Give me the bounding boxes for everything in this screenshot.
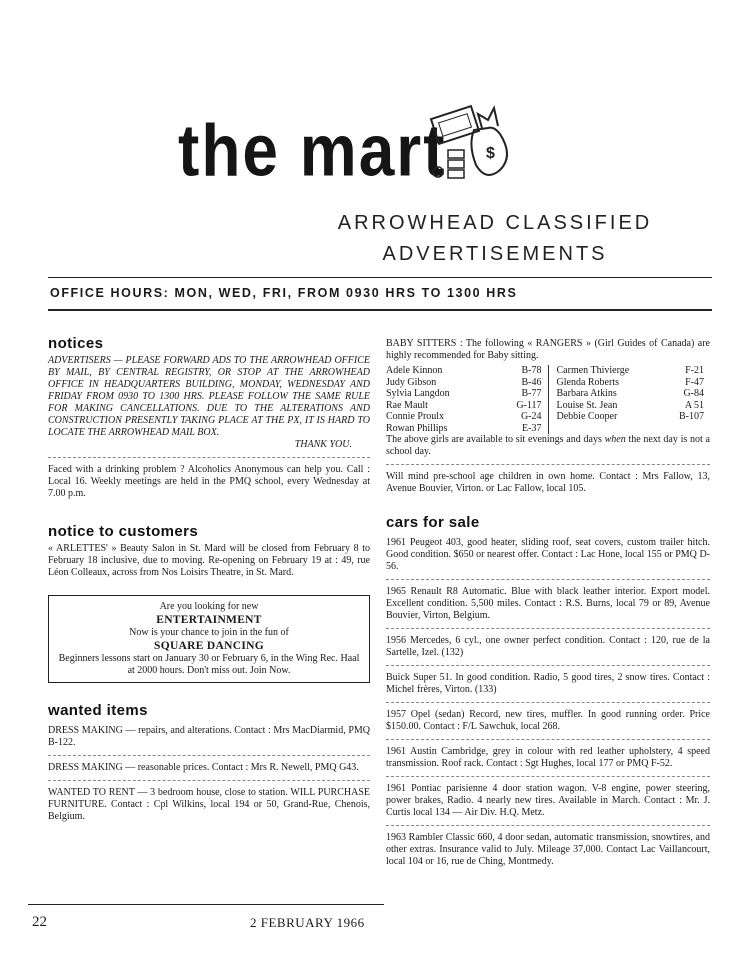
table-row [386,400,548,412]
car-ad: 1961 Peugeot 403, good heater, sliding roof, seat covers, custom trailer hitch. Good condition. $650 or nearest offer. Contact : Lac Hone, local 155 or PMQ D-56. [386,537,710,572]
table-row [557,377,711,389]
left-column [48,335,370,823]
car-ad: 1965 Renault R8 Automatic. Blue with black leather interior. Export model. Excellent condition. 5,500 miles. Contact : R.S. Burns, local 79 or 89, Avenue Bouvier, Virton, Belgium. [386,586,710,621]
square-dancing-ad [48,595,370,683]
sitter-name: Carmen Thivierge [556,365,630,376]
preschool-ad: Will mind pre-school age children in own home. Contact : Mrs Fallow, 13, Avenue Bouvier, Virton. or Lac Fallow, local 105. [386,471,710,494]
car-ad: 1961 Pontiac parisienne 4 door station wagon. V-8 engine, power steering, power brakes, Radio. 4 nearly new tires. Available in March. Contact : Mr. J. Curtis local 134 — Air Div. H.Q. Metz. [386,783,710,818]
section-subtitle [300,208,690,270]
boxed-ad-line-1: Are you looking for new [159,601,259,612]
car-ad: 1956 Mercedes, 6 cyl., one owner perfect condition. Contact : 120, rue de la Sartelle, Izel. (132) [386,635,710,658]
sitter-name: Louise St. Jean [556,399,618,411]
aa-notice: Faced with a drinking problem ? Alcoholics Anonymous can help you. Call : Local 16. Weekly meetings are held in the PMQ school, every Wednesday at 7.00 p.m. [48,464,370,499]
table-row [386,388,548,400]
svg-text:$: $ [486,145,495,162]
sitter-name: Connie Proulx [386,411,445,422]
wanted-items-heading: wanted items [48,702,148,719]
money-bag-icon [428,90,518,190]
boxed-ad-line-3: Now is your chance to join in the fun of [129,627,289,638]
boxed-ad-entertainment: ENTERTAINMENT [156,614,262,626]
sitter-code: F-47 [685,376,704,388]
separator [386,825,710,826]
sitter-code: G-24 [520,411,542,422]
car-ad: Buick Super 51. In good condition. Radio, 5 good tires, 2 snow tires. Contact : Michel frères, Virton. (133) [386,672,710,695]
footer-emphasis: when [604,434,626,445]
footer-rule [28,904,384,905]
notice-to-customers-heading: notice to customers [48,523,199,540]
table-row [557,365,711,377]
separator [386,579,710,580]
masthead [178,100,495,192]
sitter-code: G-84 [683,388,704,399]
office-hours-rule [48,309,712,311]
notices-heading: notices [48,335,104,352]
sitter-code: A 51 [684,399,704,411]
separator [48,780,370,781]
page-number: 22 [32,914,47,930]
table-row [557,411,711,423]
subtitle-line-1: ARROWHEAD CLASSIFIED [337,212,653,234]
separator [48,457,370,458]
table-row [557,388,711,400]
car-ad: 1961 Austin Cambridge, grey in colour with red leather upholstery, 4 speed transmission. Roof rack. Contact : Sgt Hughes, local 177 or PMQ F-52. [386,746,710,769]
cars-for-sale-heading: cars for sale [386,514,480,531]
separator [386,665,710,666]
baby-sitters-intro: BABY SITTERS : The following « RANGERS » (Girl Guides of Canada) are highly recommended for Baby sitting. [386,338,710,361]
table-row [386,411,548,423]
footer-text: the next day is not a school day. [386,434,710,457]
thank-you: THANK YOU. [294,439,352,450]
sitter-code: B-78 [521,365,542,376]
wanted-ad-1: DRESS MAKING — repairs, and alterations. Contact : Mrs MacDiarmid, PMQ B-122. [48,725,370,748]
separator [386,739,710,740]
top-rule [48,277,712,278]
sitter-name: Rae Mault [386,399,428,411]
sitter-code: E-37 [522,422,542,434]
arlettes-notice: « ARLETTES' » Beauty Salon in St. Mard will be closed from February 8 to February 18 inclusive, due to moving. Re-opening on February 19 at : 49, rue Léon Colleaux, across from Nos Loisirs Theatre, in St. Mard. [48,543,370,578]
boxed-ad-line-5: Beginners lessons start on January 30 or February 6, in the Wing Rec. Haal at 2000 hours. Don't miss out. Join Now. [58,653,360,676]
separator [386,702,710,703]
sitter-name: Rowan Phillips [386,422,448,434]
issue-date: 2 FEBRUARY 1966 [250,915,365,930]
sitter-name: Adele Kinnon [386,365,443,376]
sitter-name: Judy Gibson [386,376,437,388]
masthead-title: the mart [178,108,447,192]
office-hours: OFFICE HOURS: MON, WED, FRI, FROM 0930 HRS TO 1300 HRS [50,286,518,300]
advertisers-notice: ADVERTISERS — PLEASE FORWARD ADS TO THE ARROWHEAD OFFICE BY MAIL, BY CENTRAL REGISTRY, OR STOP AT THE ARROWHEAD OFFICE IN HEADQUARTERS BUILDING, MONDAY, WEDNESDAY AND FRIDAY FROM 0930 TO 1300 HRS. PLEASE FOLLOW THE SAME RULE FOR MAKING CANCELLATIONS. DUE TO THE ALTERATIONS AND CONSTRUCTION PRESENTLY TAKING PLACE AT THE PX, IT IS HARD TO LOCATE THE ARROWHEAD MAIL BOX. [48,355,370,438]
sitter-name: Glenda Roberts [556,376,619,388]
sitter-code: F-21 [685,365,704,376]
separator [386,628,710,629]
sitter-code: B-46 [521,376,542,388]
separator [386,464,710,465]
wanted-ad-2: DRESS MAKING — reasonable prices. Contact : Mrs R. Newell, PMQ G43. [48,762,359,773]
baby-sitters-footer [386,434,710,458]
sitter-name: Barbara Atkins [556,388,617,399]
wanted-ad-3: WANTED TO RENT — 3 bedroom house, close to station. WILL PURCHASE FURNITURE. Contact : Cpl Wilkins, local 194 or 50, Grand-Rue, Chenois, Belgium. [48,787,370,822]
sitter-code: B-107 [679,411,704,422]
sitter-name: Sylvia Langdon [386,388,450,399]
table-row [386,377,548,389]
subtitle-line-2: ADVERTISEMENTS [382,243,608,265]
car-ad: 1963 Rambler Classic 660, 4 door sedan, automatic transmission, snowtires, and other extras. Insurance valid to July. Mileage 37,000. Contact Lac Vaillancourt, local 104 or 16, rue de Ching, Montmedy. [386,832,710,867]
separator [48,755,370,756]
car-ad: 1957 Opel (sedan) Record, new tires, muffler. In good running order. Price $150.00. Contact : F/L Sawchuk, local 268. [386,709,710,732]
baby-sitters-table [386,365,710,434]
sitter-name: Debbie Cooper [556,411,618,422]
separator [386,776,710,777]
boxed-ad-square-dancing: SQUARE DANCING [154,640,264,652]
table-row [557,400,711,412]
footer-text: The above girls are available to sit evenings and days [386,434,605,445]
table-row [386,365,548,377]
right-column [386,338,710,868]
table-row [386,423,548,435]
sitter-code: B-77 [521,388,542,399]
sitter-code: G-117 [516,399,542,411]
